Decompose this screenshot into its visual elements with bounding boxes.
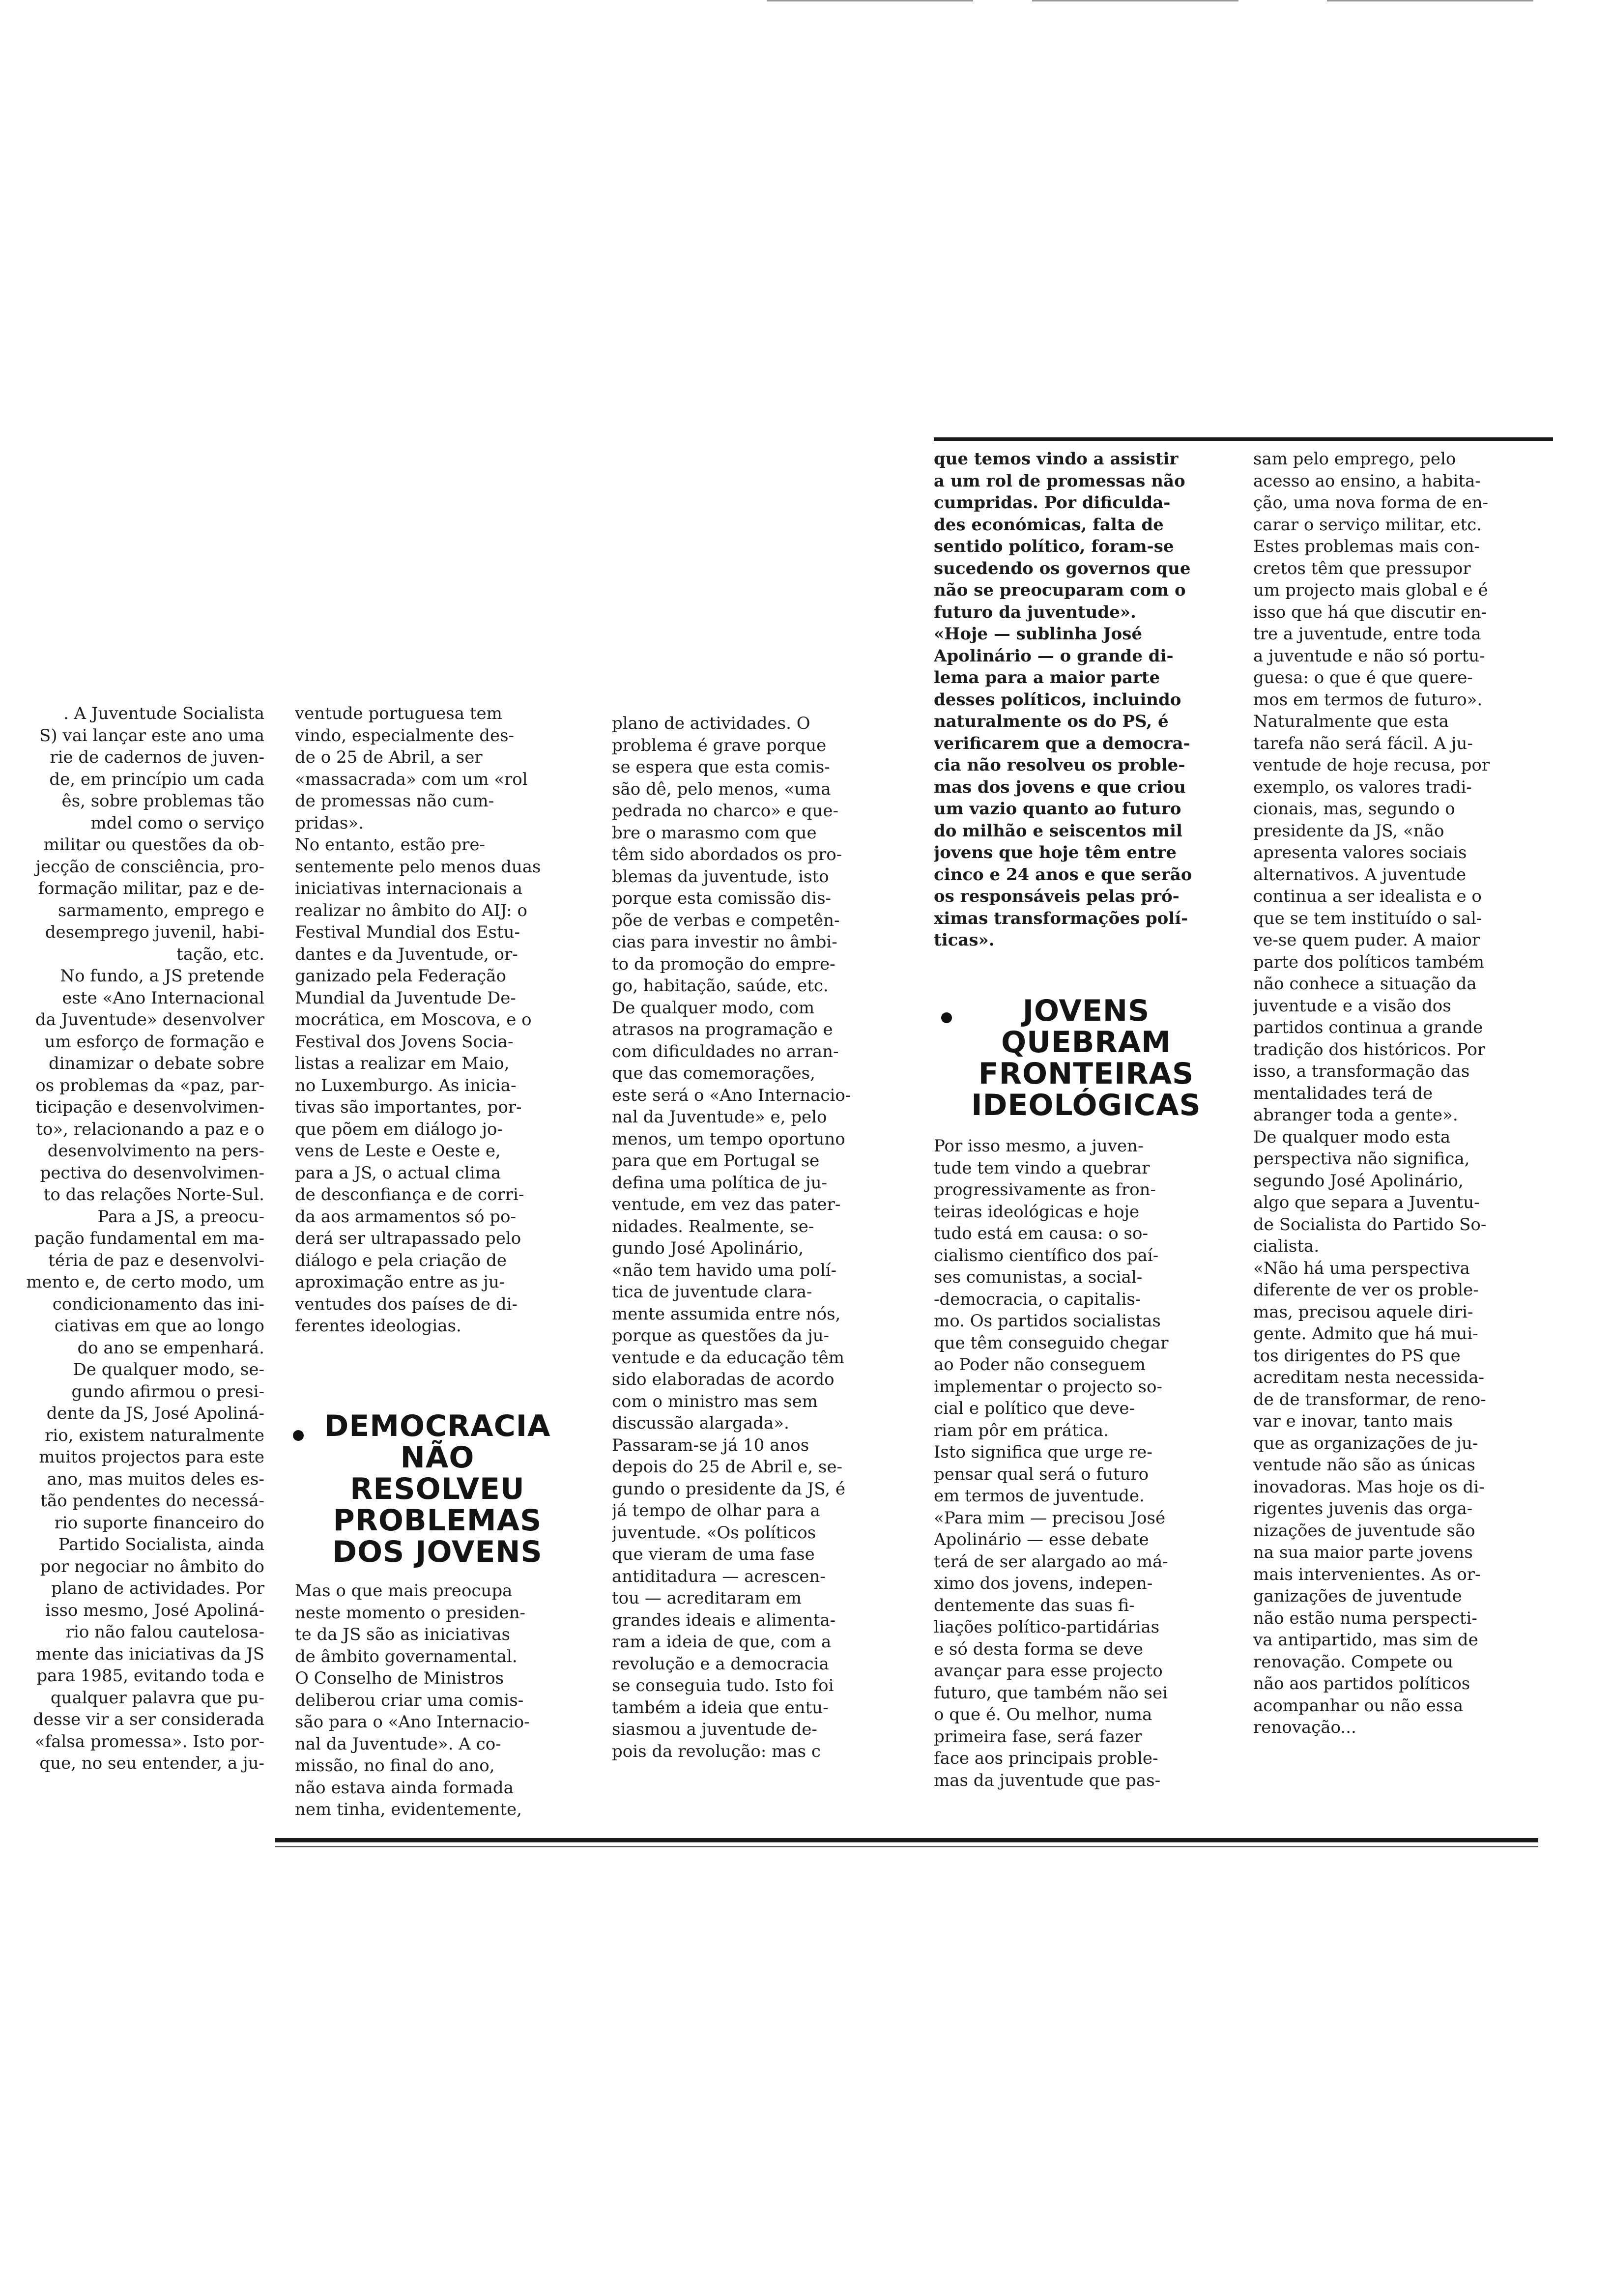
section-heading-jovens: JOVENS QUEBRAM FRONTEIRAS IDEOLÓGICAS: [971, 994, 1201, 1122]
bottom-rule-thin: [275, 1846, 1538, 1847]
article-column-4-continued: Por isso mesmo, a juven- tude tem vindo a quebrar progressivamente as fron- teiras ideológicas e hoje tudo está em causa: o so- cialismo científico dos paí- ses comunistas, a social- -democracia, o capitalis- mo. Os partidos socialistas que têm conseguido chegar ao Poder não conseguem implementar o projecto so- cial e político que deve- riam pôr em prática. Isto significa que urge re- pensar qual será o futuro em termos de juventude. «Para mim — precisou José Apolinário — esse debate terá de ser alargado ao má- ximo dos jovens, indepen- dentemente das suas fi- liações político-partidárias e só desta forma se deve avançar para esse projecto futuro, que também não sei o que é. Ou melhor, numa primeira fase, será fazer face aos principais proble- mas da juventude que pas-: [934, 1136, 1169, 1790]
article-column-2-continued: Mas o que mais preocupa neste momento o presiden- te da JS são as iniciativas de âmbito governamental. O Conselho de Ministros deliberou criar uma comis- são para o «Ano Internacio- nal da Juventude». A co- missão, no final do ano, não estava ainda formada nem tinha, evidentemente,: [295, 1581, 530, 1819]
article-column-5: sam pelo emprego, pelo acesso ao ensino, a habita- ção, uma nova forma de en- carar o serviço militar, etc. Estes problemas mais con- cretos têm que pressupor um projecto mais global e é isso que há que discutir en- tre a juventude, entre toda a juventude e não só portu- guesa: o que é que quere- mos em termos de futuro». Naturalmente que esta tarefa não será fácil. A ju- ventude de hoje recusa, por exemplo, os valores tradi- cionais, mas, segundo o presidente da JS, «não apresenta valores sociais alternativos. A juventude continua a ser idealista e o que se tem instituído o sal- ve-se quem puder. A maior parte dos políticos também não conhece a situação da juventude e a visão dos partidos continua a grande tradição dos históricos. Por isso, a transformação das mentalidades terá de abranger toda a gente». De qualquer modo esta perspectiva não significa, segundo José Apolinário, algo que separa a Juventu- de Socialista do Partido So- cialista. «Não há uma perspectiva diferente de ver os proble- mas, precisou aquele diri- gente. Admito que há mui- tos dirigentes do PS que acreditam nesta necessida- de de transformar, de reno- var e inovar, tanto mais que as organizações de ju- ventude não são as únicas inovadoras. Mas hoje os di- rigentes juvenis das orga- nizações de juventude são na sua maior parte jovens mais intervenientes. As or- ganizações de juventude não estão numa perspecti- va antipartido, mas sim de renovação. Compete ou não aos partidos políticos acompanhar ou não essa renovação...: [1253, 449, 1490, 1737]
top-edge-mark: [1327, 0, 1533, 1]
article-column-2: ventude portuguesa tem vindo, especialmente des- de o 25 de Abril, a ser «massacrada» com um «rol de promessas não cum- pridas». No entanto, estão pre- sentemente pelo menos duas iniciativas internacionais a realizar no âmbito do AIJ: o Festival Mundial dos Estu- dantes e da Juventude, or- ganizado pela Federação Mundial da Juventude De- mocrática, em Moscova, e o Festival dos Jovens Socia- listas a realizar em Maio, no Luxemburgo. As inicia- tivas são importantes, por- que põem em diálogo jo- vens de Leste e Oeste e, para a JS, o actual clima de desconfiança e de corri- da aos armamentos só po- derá ser ultrapassado pelo diálogo e pela criação de aproximação entre as ju- ventudes dos países de di- ferentes ideologias.: [295, 704, 541, 1336]
top-rule: [934, 437, 1553, 441]
article-column-4-top: que temos vindo a assistir a um rol de promessas não cumpridas. Por dificulda- des económicas, falta de sentido político, foram-se sucedendo os governos que não se preocuparam com o futuro da juventude». «Hoje — sublinha José Apolinário — o grande di- lema para a maior parte desses políticos, incluindo naturalmente os do PS, é verificarem que a democra- cia não resolveu os proble- mas dos jovens e que criou um vazio quanto ao futuro do milhão e seiscentos mil jovens que hoje têm entre cinco e 24 anos e que serão os responsáveis pelas pró- ximas transformações polí- ticas».: [934, 449, 1192, 950]
top-edge-mark: [1032, 0, 1238, 1]
section-heading-democracia: DEMOCRACIA NÃO RESOLVEU PROBLEMAS DOS JOVENS: [324, 1409, 551, 1569]
bottom-rule: [275, 1838, 1538, 1842]
article-column-1: . A Juventude Socialista S) vai lançar este ano uma rie de cadernos de juven- de, em princípio um cada ês, sobre problemas tão mdel como o serviço militar ou questões da ob- jecção de consciência, pro- formação militar, paz e de- sarmamento, emprego e desemprego juvenil, habi- tação, etc. No fundo, a JS pretende este «Ano Internacional da Juventude» desenvolver um esforço de formação e dinamizar o debate sobre os problemas da «paz, par- ticipação e desenvolvimen- to», relacionando a paz e o desenvolvimento na pers- pectiva do desenvolvimen- to das relações Norte-Sul. Para a JS, a preocu- pação fundamental em ma- téria de paz e desenvolvi- mento e, de certo modo, um condicionamento das ini- ciativas em que ao longo do ano se empenhará. De qualquer modo, se- gundo afirmou o presi- dente da JS, José Apoliná- rio, existem naturalmente muitos projectos para este ano, mas muitos deles es- tão pendentes do necessá- rio suporte financeiro do Partido Socialista, ainda por negociar no âmbito do plano de actividades. Por isso mesmo, José Apoliná- rio não falou cautelosa- mente das iniciativas da JS para 1985, evitando toda e qualquer palavra que pu- desse vir a ser considerada «falsa promessa». Isto por- que, no seu entender, a ju-: [26, 704, 264, 1773]
article-column-3: plano de actividades. O problema é grave porque se espera que esta comis- são dê, pelo menos, «uma pedrada no charco» e que- bre o marasmo com que têm sido abordados os pro- blemas da juventude, isto porque esta comissão dis- põe de verbas e competên- cias para investir no âmbi- to da promoção do empre- go, habitação, saúde, etc. De qualquer modo, com atrasos na programação e com dificuldades no arran- que das comemorações, este será o «Ano Internacio- nal da Juventude» e, pelo menos, um tempo oportuno para que em Portugal se defina uma política de ju- ventude, em vez das pater- nidades. Realmente, se- gundo José Apolinário, «não tem havido uma polí- tica de juventude clara- mente assumida entre nós, porque as questões da ju- ventude e da educação têm sido elaboradas de acordo com o ministro mas sem discussão alargada». Passaram-se já 10 anos depois do 25 de Abril e, se- gundo o presidente da JS, é já tempo de olhar para a juventude. «Os políticos que vieram de uma fase antiditadura — acrescen- tou — acreditaram em grandes ideais e alimenta- ram a ideia de que, com a revolução e a democracia se conseguia tudo. Isto foi também a ideia que entu- siasmou a juventude de- pois da revolução: mas c: [612, 714, 851, 1761]
top-edge-mark: [767, 0, 973, 1]
